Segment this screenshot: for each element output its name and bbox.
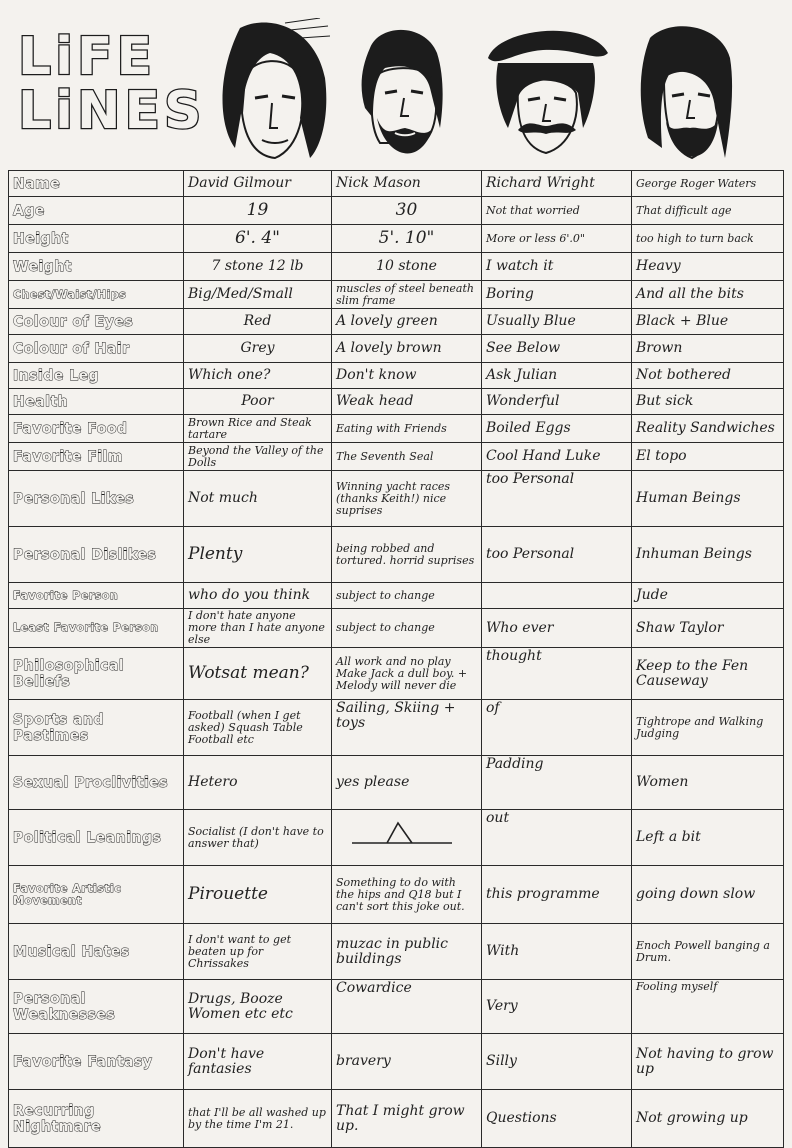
- cell-waters: Not growing up: [632, 1090, 784, 1148]
- row-label: Philosophical Beliefs: [9, 648, 184, 700]
- row-label: Recurring Nightmare: [9, 1090, 184, 1148]
- table-row: [9, 471, 784, 527]
- cell-wright: With: [482, 924, 632, 980]
- cell-wright: Richard Wright: [482, 171, 632, 197]
- cell-mason: subject to change: [332, 609, 482, 648]
- cell-waters: Heavy: [632, 253, 784, 281]
- table-row: [9, 1034, 784, 1090]
- cell-gilmour: who do you think: [184, 583, 332, 609]
- cell-wright: Boiled Eggs: [482, 415, 632, 443]
- cell-waters: Black + Blue: [632, 309, 784, 335]
- table-row: [9, 527, 784, 583]
- table-row: [9, 197, 784, 225]
- cell-mason: The Seventh Seal: [332, 443, 482, 471]
- row-label: Name: [9, 171, 184, 197]
- cell-wright: this programme: [482, 866, 632, 924]
- cell-wright: Not that worried: [482, 197, 632, 225]
- cell-mason: subject to change: [332, 583, 482, 609]
- cell-gilmour: Drugs, Booze Women etc etc: [184, 980, 332, 1034]
- row-label: Inside Leg: [9, 363, 184, 389]
- tilde-drawing: [332, 811, 472, 861]
- cell-gilmour: Socialist (I don't have to answer that): [184, 810, 332, 866]
- row-label: Personal Dislikes: [9, 527, 184, 583]
- cell-gilmour: Don't have fantasies: [184, 1034, 332, 1090]
- row-label: Personal Weaknesses: [9, 980, 184, 1034]
- cell-waters: going down slow: [632, 866, 784, 924]
- cell-waters: El topo: [632, 443, 784, 471]
- cell-gilmour: Hetero: [184, 756, 332, 810]
- table-row: [9, 253, 784, 281]
- cell-waters: Fooling myself: [632, 980, 784, 1034]
- cell-waters: Human Beings: [632, 471, 784, 527]
- cell-waters: Not having to grow up: [632, 1034, 784, 1090]
- cell-wright: Ask Julian: [482, 363, 632, 389]
- cell-mason: A lovely brown: [332, 335, 482, 363]
- cell-waters: Not bothered: [632, 363, 784, 389]
- cell-waters: Keep to the Fen Causeway: [632, 648, 784, 700]
- cell-mason: Winning yacht races (thanks Keith!) nice suprises: [332, 471, 482, 527]
- cell-wright: Silly: [482, 1034, 632, 1090]
- table-row: [9, 1090, 784, 1148]
- header: [0, 0, 792, 170]
- cell-wright: Who ever: [482, 609, 632, 648]
- cell-waters: too high to turn back: [632, 225, 784, 253]
- cell-mason: Weak head: [332, 389, 482, 415]
- cell-waters: Brown: [632, 335, 784, 363]
- cell-waters: And all the bits: [632, 281, 784, 309]
- cell-mason: Don't know: [332, 363, 482, 389]
- table-row: [9, 363, 784, 389]
- cell-waters: Left a bit: [632, 810, 784, 866]
- row-label: Favorite Person: [9, 583, 184, 609]
- cell-wright: Questions: [482, 1090, 632, 1148]
- table-row: [9, 415, 784, 443]
- cell-wright: More or less 6'.0": [482, 225, 632, 253]
- cell-gilmour: 6'. 4": [184, 225, 332, 253]
- cell-mason: [332, 810, 482, 866]
- portrait-waters: [630, 18, 740, 168]
- title-line-1: LiFE: [18, 27, 157, 87]
- cell-gilmour: I don't want to get beaten up for Chrissakes: [184, 924, 332, 980]
- row-label: Favorite Fantasy: [9, 1034, 184, 1090]
- cell-mason: 30: [332, 197, 482, 225]
- cell-gilmour: Which one?: [184, 363, 332, 389]
- cell-waters: That difficult age: [632, 197, 784, 225]
- cell-waters: Women: [632, 756, 784, 810]
- cell-mason: Sailing, Skiing + toys: [332, 700, 482, 756]
- cell-mason: muzac in public buildings: [332, 924, 482, 980]
- table-row: [9, 583, 784, 609]
- table-row: [9, 609, 784, 648]
- cell-gilmour: Poor: [184, 389, 332, 415]
- table-row: [9, 225, 784, 253]
- cell-gilmour: Red: [184, 309, 332, 335]
- table-row: [9, 281, 784, 309]
- table-row: [9, 335, 784, 363]
- cell-gilmour: Pirouette: [184, 866, 332, 924]
- cell-waters: Tightrope and Walking Judging: [632, 700, 784, 756]
- table-row: [9, 171, 784, 197]
- row-label: Sports and Pastimes: [9, 700, 184, 756]
- cell-mason: That I might grow up.: [332, 1090, 482, 1148]
- cell-waters: George Roger Waters: [632, 171, 784, 197]
- row-label: Least Favorite Person: [9, 609, 184, 648]
- cell-wright: Very: [482, 980, 632, 1034]
- cell-mason: Something to do with the hips and Q18 but I can't sort this joke out.: [332, 866, 482, 924]
- life-lines-table: [8, 170, 784, 1148]
- table-row: [9, 443, 784, 471]
- cell-wright: I watch it: [482, 253, 632, 281]
- row-label: Favorite Food: [9, 415, 184, 443]
- cell-mason: yes please: [332, 756, 482, 810]
- cell-gilmour: 19: [184, 197, 332, 225]
- cell-waters: Jude: [632, 583, 784, 609]
- table-row: [9, 810, 784, 866]
- cell-gilmour: Grey: [184, 335, 332, 363]
- row-label: Favorite Film: [9, 443, 184, 471]
- table-row: [9, 389, 784, 415]
- cell-wright: thought: [482, 648, 632, 700]
- table-row: [9, 309, 784, 335]
- row-label: Height: [9, 225, 184, 253]
- cell-mason: being robbed and tortured. horrid suprises: [332, 527, 482, 583]
- cell-gilmour: Big/Med/Small: [184, 281, 332, 309]
- cell-gilmour: Football (when I get asked) Squash Table Football etc: [184, 700, 332, 756]
- row-label: Chest/Waist/Hips: [9, 281, 184, 309]
- row-label: Sexual Proclivities: [9, 756, 184, 810]
- cell-wright: of: [482, 700, 632, 756]
- row-label: Age: [9, 197, 184, 225]
- row-label: Colour of Eyes: [9, 309, 184, 335]
- cell-gilmour: 7 stone 12 lb: [184, 253, 332, 281]
- cell-wright: too Personal: [482, 527, 632, 583]
- cell-waters: Reality Sandwiches: [632, 415, 784, 443]
- cell-wright: Usually Blue: [482, 309, 632, 335]
- row-label: Health: [9, 389, 184, 415]
- cell-mason: A lovely green: [332, 309, 482, 335]
- cell-mason: 5'. 10": [332, 225, 482, 253]
- row-label: Colour of Hair: [9, 335, 184, 363]
- row-label: Personal Likes: [9, 471, 184, 527]
- cell-wright: Padding: [482, 756, 632, 810]
- cell-waters: Shaw Taylor: [632, 609, 784, 648]
- row-label: Weight: [9, 253, 184, 281]
- cell-wright: See Below: [482, 335, 632, 363]
- table-row: [9, 866, 784, 924]
- row-label: Musical Hates: [9, 924, 184, 980]
- cell-wright: Cool Hand Luke: [482, 443, 632, 471]
- cell-gilmour: Beyond the Valley of the Dolls: [184, 443, 332, 471]
- cell-mason: 10 stone: [332, 253, 482, 281]
- cell-waters: Inhuman Beings: [632, 527, 784, 583]
- table-row: [9, 648, 784, 700]
- table-row: [9, 700, 784, 756]
- cell-gilmour: David Gilmour: [184, 171, 332, 197]
- cell-gilmour: that I'll be all washed up by the time I'm 21.: [184, 1090, 332, 1148]
- cell-mason: Nick Mason: [332, 171, 482, 197]
- cell-wright: Wonderful: [482, 389, 632, 415]
- cell-gilmour: Wotsat mean?: [184, 648, 332, 700]
- cell-gilmour: Brown Rice and Steak tartare: [184, 415, 332, 443]
- table-body: [9, 171, 784, 1148]
- cell-mason: muscles of steel beneath slim frame: [332, 281, 482, 309]
- cell-wright: Boring: [482, 281, 632, 309]
- cell-waters: But sick: [632, 389, 784, 415]
- cell-wright: too Personal: [482, 471, 632, 527]
- title-line-2: LiNES: [18, 81, 206, 141]
- cell-mason: Cowardice: [332, 980, 482, 1034]
- row-label: Political Leanings: [9, 810, 184, 866]
- cell-waters: Enoch Powell banging a Drum.: [632, 924, 784, 980]
- cell-gilmour: Not much: [184, 471, 332, 527]
- cell-gilmour: Plenty: [184, 527, 332, 583]
- table-row: [9, 980, 784, 1034]
- table-row: [9, 756, 784, 810]
- portrait-wright: [478, 18, 613, 168]
- table-row: [9, 924, 784, 980]
- cell-mason: All work and no play Make Jack a dull boy. + Melody will never die: [332, 648, 482, 700]
- portrait-mason: [345, 18, 455, 168]
- cell-mason: bravery: [332, 1034, 482, 1090]
- portrait-gilmour: [200, 18, 335, 168]
- cell-wright: [482, 583, 632, 609]
- cell-gilmour: I don't hate anyone more than I hate anyone else: [184, 609, 332, 648]
- page-title: [18, 27, 206, 141]
- row-label: Favorite Artistic Movement: [9, 866, 184, 924]
- cell-wright: out: [482, 810, 632, 866]
- cell-mason: Eating with Friends: [332, 415, 482, 443]
